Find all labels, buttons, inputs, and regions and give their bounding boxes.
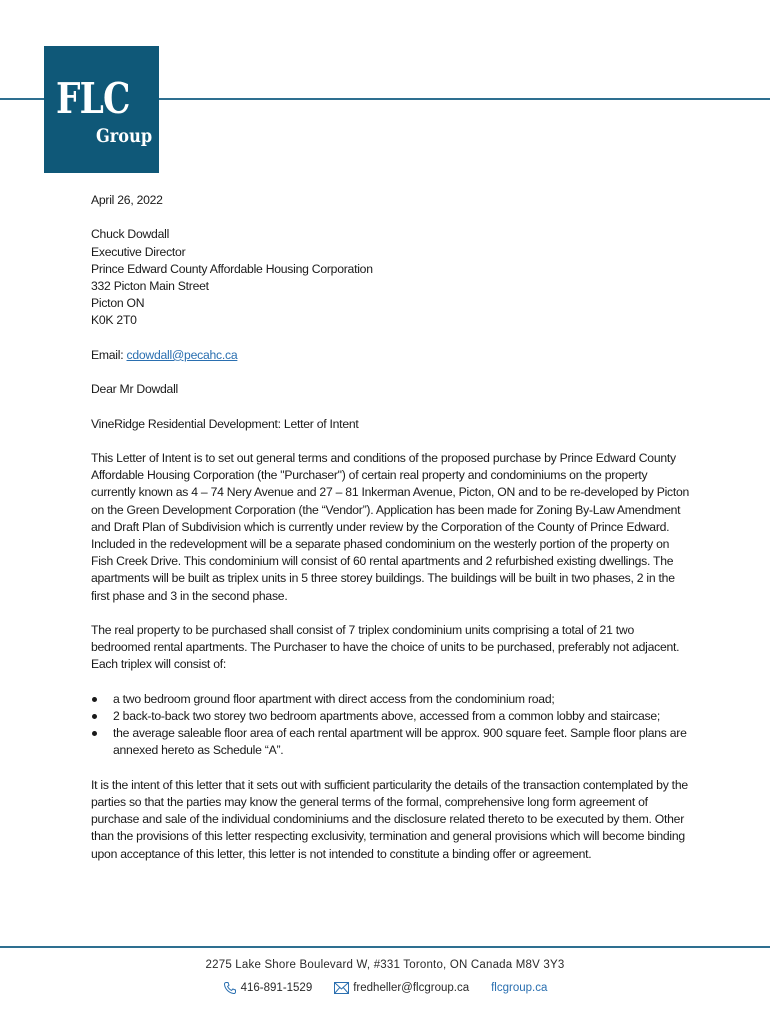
recipient-postal: K0K 2T0 bbox=[91, 313, 137, 328]
paragraph-intro: This Letter of Intent is to set out general terms and conditions of the proposed purchase by Prince Edward County Affordable Housing Corporation (the "Purchaser") of certain real property and condominiums on the property currently known as 4 – 74 Nery Avenue and 27 – 81 Inkerman Avenue, Picton, ON and to be re-developed by Picton on the Green Development Corporation (the “Vendor”). Application has been made for Zoning By-Law Amendment and Draft Plan of Subdivision which is currently under review by the Corporation of the County of Prince Edward. Included in the redevelopment will be a separate phased condominium on the westerly portion of the property on Fish Creek Drive. This condominium will consist of 60 rental apartments and 2 refurbished existing dwellings. The apartments will be built as triplex units in 5 three storey buildings. The buildings will be built in two phases, 2 in the first phase and 3 in the second phase. bbox=[91, 450, 690, 603]
recipient-email-link[interactable]: cdowdall@pecahc.ca bbox=[126, 347, 238, 362]
bullet-icon bbox=[92, 731, 97, 736]
bullet-icon bbox=[92, 714, 97, 719]
bullet-text: a two bedroom ground floor apartment with direct access from the condominium road; bbox=[113, 691, 555, 706]
logo-text-flc: FLC bbox=[56, 74, 130, 123]
subject-line: VineRidge Residential Development: Letter of Intent bbox=[91, 416, 359, 431]
recipient-block bbox=[91, 226, 691, 329]
paragraph-property: The real property to be purchased shall consist of 7 triplex condominium units comprising a total of 21 two bedroomed rental apartments. The Purchaser to have the choice of units to be purchased, preferably not adjacent. Each triplex will consist of: bbox=[91, 622, 680, 672]
recipient-street: 332 Picton Main Street bbox=[91, 279, 209, 293]
recipient-name: Chuck Dowdall bbox=[91, 227, 170, 242]
flc-group-logo bbox=[44, 46, 159, 173]
salutation: Dear Mr Dowdall bbox=[91, 382, 179, 397]
bullet-item bbox=[91, 691, 691, 708]
bullet-item bbox=[91, 725, 691, 759]
logo-text-group: Group bbox=[96, 125, 153, 147]
footer-email bbox=[334, 981, 469, 995]
footer-phone-text: 416-891-1529 bbox=[240, 982, 313, 994]
triplex-bullet-list bbox=[91, 691, 691, 760]
footer-email-link[interactable]: fredheller@flcgroup.ca bbox=[353, 982, 470, 994]
bullet-text: the average saleable floor area of each rental apartment will be approx. 900 square feet. Sample floor plans are annexed hereto as Schedule “A”. bbox=[113, 726, 687, 758]
email-label: Email: bbox=[91, 347, 127, 362]
recipient-email-line bbox=[91, 347, 691, 364]
recipient-city: Picton ON bbox=[91, 296, 145, 311]
letter-body bbox=[91, 192, 691, 863]
paragraph-intent: It is the intent of this letter that it sets out with sufficient particularity the details of the transaction contemplated by the parties so that the parties may know the general terms of the formal, comprehensive long form agreement of purchase and sale of the individual condominiums and the disclosure related thereto to be executed by them. Other than the provisions of this letter respecting exclusivity, termination and general provisions which will become binding upon acceptance of this letter, this letter is not intended to constitute a binding offer or agreement. bbox=[91, 777, 688, 861]
footer-contact bbox=[0, 981, 770, 995]
envelope-icon bbox=[334, 982, 349, 994]
letter-date: April 26, 2022 bbox=[91, 193, 163, 207]
bullet-item bbox=[91, 708, 691, 725]
bullet-text: 2 back-to-back two storey two bedroom apartments above, accessed from a common lobby and staircase; bbox=[113, 708, 660, 723]
phone-icon bbox=[223, 981, 237, 995]
footer-website-link[interactable]: flcgroup.ca bbox=[491, 982, 548, 994]
footer-rule bbox=[0, 946, 770, 948]
recipient-title: Executive Director bbox=[91, 244, 186, 259]
recipient-organization: Prince Edward County Affordable Housing Corporation bbox=[91, 261, 373, 276]
footer-phone bbox=[223, 981, 313, 995]
bullet-icon bbox=[92, 697, 97, 702]
footer-address: 2275 Lake Shore Boulevard W, #331 Toronto, ON Canada M8V 3Y3 bbox=[205, 959, 565, 971]
